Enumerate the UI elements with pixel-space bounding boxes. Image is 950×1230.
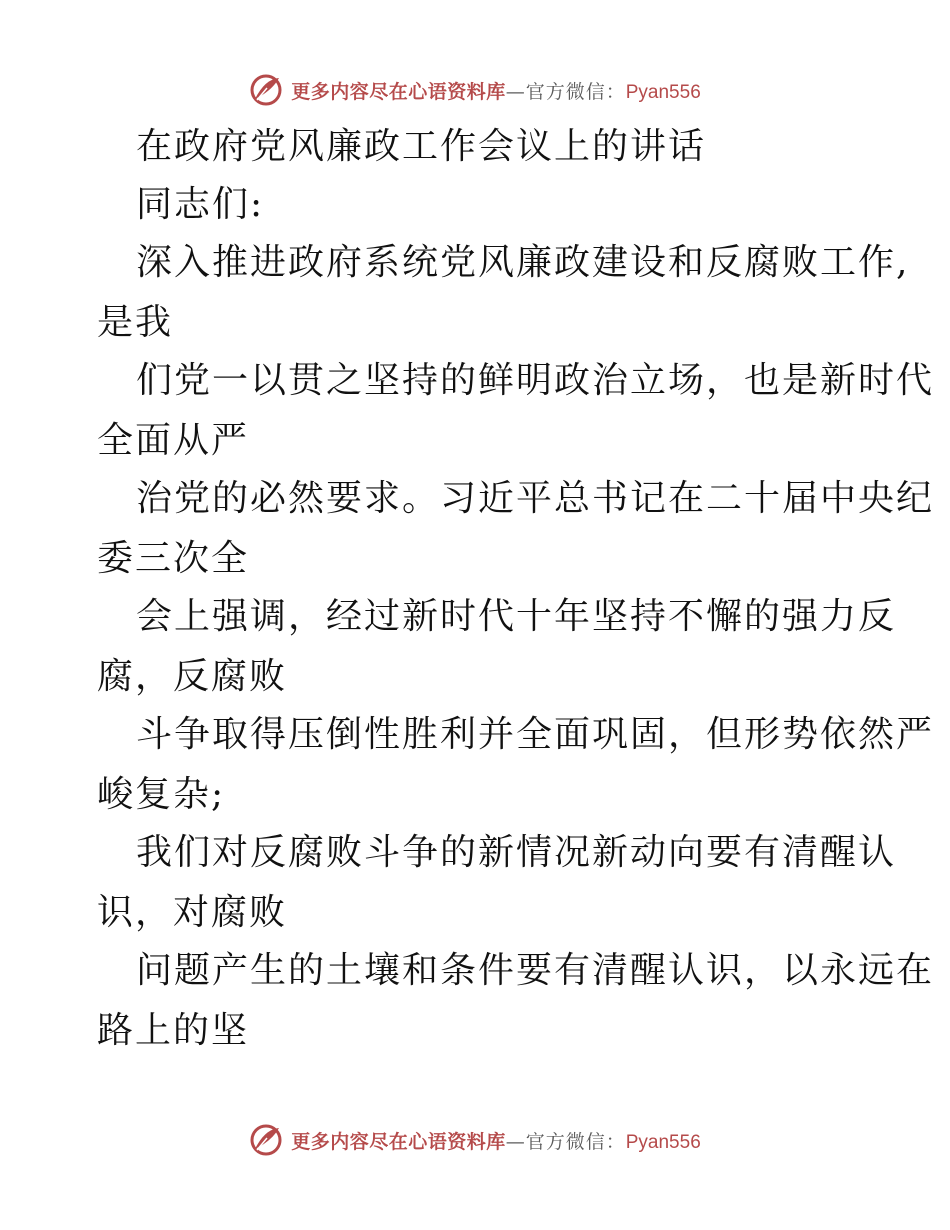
banner-dash: —: [505, 80, 526, 103]
text-line: 峻复杂;: [97, 774, 226, 815]
text-line: 识，对腐败: [97, 892, 288, 933]
text-line: 是我: [97, 302, 174, 343]
document-title: 在政府党风廉政工作会议上的讲话: [136, 126, 707, 167]
text-line: 问题产生的土壤和条件要有清醒认识，以永远在: [136, 950, 935, 991]
text-line: 斗争取得压倒性胜利并全面巩固，但形势依然严: [136, 714, 935, 755]
banner-wechat-id: Pyan556: [625, 81, 701, 103]
text-line: 我们对反腐败斗争的新情况新动向要有清醒认: [136, 832, 897, 873]
salutation: 同志们:: [136, 184, 265, 225]
header-banner: [0, 70, 950, 110]
text-line: 会上强调，经过新时代十年坚持不懈的强力反: [136, 596, 897, 637]
banner-text: [291, 77, 701, 104]
text-line: 全面从严: [97, 420, 250, 461]
text-line: 路上的坚: [97, 1010, 250, 1051]
banner-wechat-id: Pyan556: [625, 1131, 701, 1153]
banner-wechat-label: 官方微信：: [525, 80, 626, 103]
footer-banner: [0, 1120, 950, 1160]
quill-logo-icon: [249, 73, 283, 107]
text-line: 腐，反腐败: [97, 656, 288, 697]
text-line: 委三次全: [97, 538, 250, 579]
banner-wechat-label: 官方微信：: [525, 1130, 626, 1153]
text-line: 们党一以贯之坚持的鲜明政治立场，也是新时代: [136, 360, 935, 401]
banner-text: [291, 1127, 701, 1154]
banner-brand: 更多内容尽在心语资料库: [291, 80, 506, 103]
quill-logo-icon: [249, 1123, 283, 1157]
text-line: 深入推进政府系统党风廉政建设和反腐败工作,: [136, 242, 910, 283]
banner-brand: 更多内容尽在心语资料库: [291, 1130, 506, 1153]
text-line: 治党的必然要求。习近平总书记在二十届中央纪: [136, 478, 935, 519]
banner-dash: —: [505, 1130, 526, 1153]
